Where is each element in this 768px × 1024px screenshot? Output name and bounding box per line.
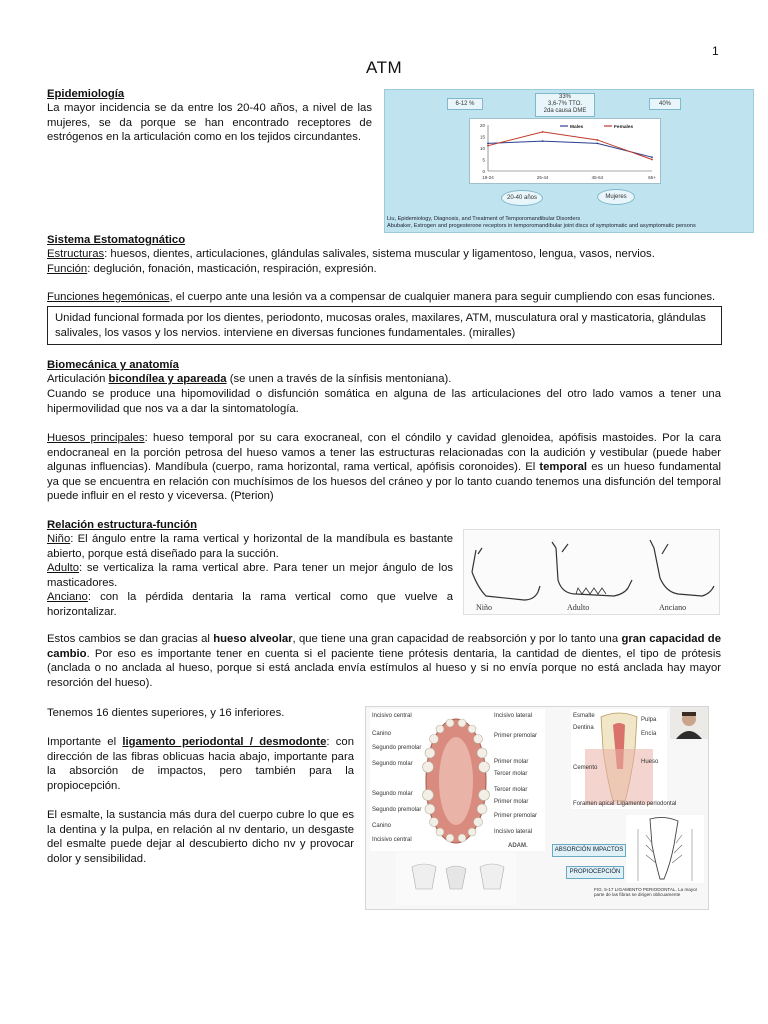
articulacion-line bbox=[47, 372, 737, 387]
huesos-text: : hueso temporal por su cara exocraneal, con el cóndilo y cavidad glenoidea, apófisis mastoides. Por la cara endocraneal en la porción petrosa del hueso vamos a tener las estructuras relacionadas con la audición y vestibular (puede haber algunas influencias). Mandíbula (cuerpo, rama horizontal, rama vertical, apófisis coronoides). El bbox=[47, 432, 721, 474]
art-pre: Articulación bbox=[47, 373, 109, 385]
elderly-ramus bbox=[650, 540, 668, 554]
label-left-7: Canino bbox=[372, 823, 392, 829]
label-right-3: Primer molar bbox=[494, 759, 529, 765]
definition-text: Unidad funcional formada por los dientes, periodonto, mucosas orales, maxilares, ATM, musculatura oral y masticatoria, glándulas salivales, los vasos y los nervios. interviene en diversas funciones fundamentales. (miralles) bbox=[55, 312, 706, 339]
nino-text: : El ángulo entre la rama vertical y horizontal de la mandíbula es bastante abierto, porque está diseñado para la succión. bbox=[47, 533, 453, 560]
label-right-1: Incisivo lateral bbox=[494, 713, 533, 719]
line-chart bbox=[470, 119, 660, 183]
art-bold: bicondílea y apareada bbox=[108, 373, 227, 385]
epidemiology-figure bbox=[384, 89, 754, 233]
mandible-figure bbox=[463, 529, 720, 615]
dientes-text: Tenemos 16 dientes superiores, y 16 inferiores. bbox=[47, 707, 285, 719]
cambios-mid: , que tiene una gran capacidad de reabsorción y por lo tanto una bbox=[292, 633, 622, 645]
label-left-6: Segundo premolar bbox=[372, 807, 422, 813]
adulto-text: : se verticaliza la rama vertical abre. Para tener un mejor ángulo de los masticadores. bbox=[47, 562, 453, 589]
nino-line bbox=[47, 532, 453, 561]
funcion-line bbox=[47, 262, 737, 277]
label-right-5: Tercer molar bbox=[494, 787, 528, 793]
estructuras-label: Estructuras bbox=[47, 248, 105, 260]
art-post: (se unen a través de la sínfisis mentoniana). bbox=[226, 373, 452, 385]
relacion-heading bbox=[47, 518, 197, 533]
sistema-heading bbox=[47, 233, 185, 248]
funcion-text: : deglución, fonación, masticación, respiración, expresión. bbox=[87, 263, 377, 275]
series-point-males bbox=[487, 143, 489, 145]
page-number: 1 bbox=[712, 44, 719, 58]
label-right-6: Primer molar bbox=[494, 799, 529, 805]
series-point-females bbox=[651, 159, 653, 161]
x-tick-label: 19-24 bbox=[482, 175, 494, 180]
label-left-8: Incisivo central bbox=[372, 837, 412, 843]
x-tick-label: 65+ bbox=[648, 175, 656, 180]
incisor-images-panel bbox=[396, 853, 516, 905]
y-tick-label: 10 bbox=[479, 146, 485, 151]
figure-caption: FIG. 5-17 LIGAMENTO PERIODONTAL. La mayor parte de las fibras se dirigen oblicuamente bbox=[594, 887, 698, 897]
nino-label: Niño bbox=[47, 533, 71, 545]
ligamento-paragraph bbox=[47, 735, 354, 793]
legend-label: Males bbox=[570, 125, 584, 130]
adult-teeth bbox=[576, 588, 606, 594]
y-tick-label: 0 bbox=[482, 169, 485, 174]
biomecanica-heading bbox=[47, 358, 179, 373]
heading-text: Relación estructura-función bbox=[47, 519, 198, 531]
series-point-males bbox=[542, 140, 544, 142]
huesos-text2: es un hueso fundamental ya que se encuentra en relación con muchísimos de los huesos del cráneo y por lo tanto cuando tenemos una disfunción del temporal puede influir en el resto y viceversa. (Pterion) bbox=[47, 461, 721, 503]
estructuras-line bbox=[47, 247, 737, 262]
epidemiologia-heading bbox=[47, 87, 124, 102]
pill-center bbox=[535, 93, 595, 117]
y-tick-label: 20 bbox=[479, 123, 485, 128]
ligamento-pre: Importante el bbox=[47, 736, 123, 748]
huesos-paragraph bbox=[47, 431, 721, 504]
anciano-line bbox=[47, 590, 453, 619]
series-line-females bbox=[488, 132, 652, 160]
anciano-text: : con la pérdida dentaria la rama vertical como que vuelve a horizontalizar. bbox=[47, 591, 453, 618]
tooth-label-8: Ligamento periodontal bbox=[617, 801, 677, 807]
person-avatar bbox=[670, 707, 708, 739]
webcam-thumbnail bbox=[670, 707, 708, 739]
child-ramus bbox=[472, 548, 482, 572]
tag-propiocepcion: PROPIOCEPCIÓN bbox=[566, 866, 624, 879]
ligamento-post: : con dirección de las fibras oblicuas hacia abajo, importante para la absorción de impactos, pero también para la propiocepción. bbox=[47, 736, 354, 792]
relacion-text bbox=[47, 532, 453, 620]
heading-text: Epidemiología bbox=[47, 88, 125, 100]
pill-center-line2: 3,6-7% TTO. bbox=[547, 101, 583, 107]
estructuras-text: : huesos, dientes, articulaciones, glándulas salivales, sistema muscular y ligamentoso, lengua, vasos, nervios. bbox=[104, 248, 655, 260]
hegemonicas-line bbox=[47, 290, 737, 305]
label-right-2: Primer premolar bbox=[494, 733, 538, 739]
tooth-label-3: Pulpa bbox=[641, 717, 657, 723]
tooth-section-panel bbox=[571, 709, 677, 809]
palate bbox=[439, 737, 473, 825]
adulto-label: Adulto bbox=[47, 562, 80, 575]
jaw-label-child: Niño bbox=[476, 603, 492, 612]
x-tick-label: 25-44 bbox=[536, 175, 549, 180]
label-left-1: Incisivo central bbox=[372, 713, 412, 719]
hipomovilidad-text: Cuando se produce una hipomovilidad o disfunción somática en alguna de las articulaciones del otro lado vamos a tener una hipermovilidad que nos va a dar la sintomatología. bbox=[47, 388, 721, 415]
series-point-females bbox=[542, 131, 544, 133]
adam-logo: ADAM. bbox=[508, 843, 528, 849]
series-point-females bbox=[487, 145, 489, 147]
tag-absorcion: ABSORCIÓN IMPACTOS bbox=[552, 844, 626, 857]
gum-bone bbox=[585, 749, 653, 805]
hegemonicas-text: , el cuerpo ante una lesión va a compensar de cualquier manera para seguir cumpliendo con esas funciones. bbox=[169, 291, 716, 303]
definition-box bbox=[47, 306, 722, 345]
epidemiologia-text: La mayor incidencia se da entre los 20-40 años, a nivel de las mujeres, se da porque se han encontrado receptores de estrógenos en la articulación como en los tejidos circundantes. bbox=[47, 102, 372, 144]
label-left-2: Canino bbox=[372, 731, 392, 737]
series-point-females bbox=[596, 139, 598, 141]
ligament-sketch-panel bbox=[626, 815, 704, 883]
y-tick-label: 5 bbox=[482, 157, 485, 163]
pill-left: 6-12 % bbox=[447, 98, 483, 110]
tooth-label-1: Esmalte bbox=[573, 713, 595, 719]
hegemonicas-label: Funciones hegemónicas bbox=[47, 291, 170, 303]
heading-text: Sistema Estomatognático bbox=[47, 234, 186, 246]
citation-1: Liu, Epidemiology, Diagnosis, and Treatment of Temporomandibular Disorders bbox=[387, 216, 581, 222]
y-tick-label: 15 bbox=[479, 134, 485, 140]
cambios-paragraph bbox=[47, 632, 721, 690]
series-point-males bbox=[596, 143, 598, 145]
hueso-alveolar: hueso alveolar bbox=[213, 633, 293, 645]
jaw-label-adult: Adulto bbox=[567, 603, 590, 612]
ligament-drawing bbox=[626, 815, 704, 883]
label-right-7: Primer premolar bbox=[494, 813, 538, 819]
pill-center-line3: 2da causa DME bbox=[543, 108, 587, 114]
ligamento-bold: ligamento periodontal / desmodonte bbox=[122, 736, 327, 748]
gran-capacidad: gran capacidad de cambio bbox=[47, 633, 721, 660]
dental-arch-panel bbox=[370, 709, 545, 851]
pill-right: 40% bbox=[649, 98, 681, 110]
label-right-4: Tercer molar bbox=[494, 771, 528, 777]
tooth-label-5: Hueso bbox=[641, 759, 659, 765]
funcion-label: Función bbox=[47, 263, 88, 275]
label-left-3: Segundo premolar bbox=[372, 745, 422, 751]
cambios-post: . Por eso es importante tener en cuenta si el paciente tiene prótesis dentaria, la cantidad de dientes, el tipo de prótesis (anclada o no anclada al hueso, porque si está anclada envía estímulos al hueso y si no envía porque no está anclada hay mayor resorción del hueso). bbox=[47, 647, 721, 689]
label-right-8: Incisivo lateral bbox=[494, 829, 533, 835]
pill-women: Mujeres bbox=[597, 189, 635, 205]
tooth-label-2: Dentina bbox=[573, 725, 594, 731]
label-left-5: Segundo molar bbox=[372, 791, 413, 797]
page-title: ATM bbox=[366, 58, 403, 77]
huesos-label: Huesos principales bbox=[47, 432, 145, 444]
dental-anatomy-figure bbox=[365, 706, 709, 910]
pill-center-line1: 33% bbox=[558, 94, 571, 100]
tooth-label-4: Encía bbox=[641, 731, 657, 737]
tooth-label-6: Cemento bbox=[573, 765, 598, 771]
legend-label: Females bbox=[614, 125, 634, 130]
label-left-4: Segundo molar bbox=[372, 761, 413, 767]
anciano-label: Anciano bbox=[47, 591, 88, 604]
adult-mandible bbox=[556, 548, 632, 596]
x-tick-label: 45-64 bbox=[591, 175, 604, 180]
pill-age: 20-40 años bbox=[501, 190, 543, 206]
esmalte-paragraph: El esmalte, la sustancia más dura del cuerpo cubre lo que es la dentina y la pulpa, en relación al nv dentario, un desgaste del esmalte puede dejar al descubierto dicho nv y provocar dolor y sensibilidad. bbox=[47, 809, 354, 865]
citation-2: Abubaker, Estrogen and progesterone receptors in temporomandibular joint discs of symptomatic and asymptomatic persons bbox=[387, 223, 696, 229]
elderly-mandible bbox=[654, 548, 714, 596]
adulto-line bbox=[47, 561, 453, 590]
tooth-label-7: Foramen apical bbox=[573, 801, 615, 807]
jaw-label-elderly: Anciano bbox=[659, 603, 687, 612]
series-point-males bbox=[651, 156, 653, 158]
heading-text: Biomecánica y anatomía bbox=[47, 359, 179, 371]
cambios-pre: Estos cambios se dan gracias al bbox=[47, 633, 214, 645]
adult-ramus bbox=[552, 542, 568, 552]
temporal-bold: temporal bbox=[539, 461, 588, 474]
child-mandible bbox=[472, 572, 540, 600]
chart-panel bbox=[469, 118, 661, 184]
series-line-males bbox=[488, 141, 652, 157]
incisor-drawings bbox=[396, 853, 516, 905]
